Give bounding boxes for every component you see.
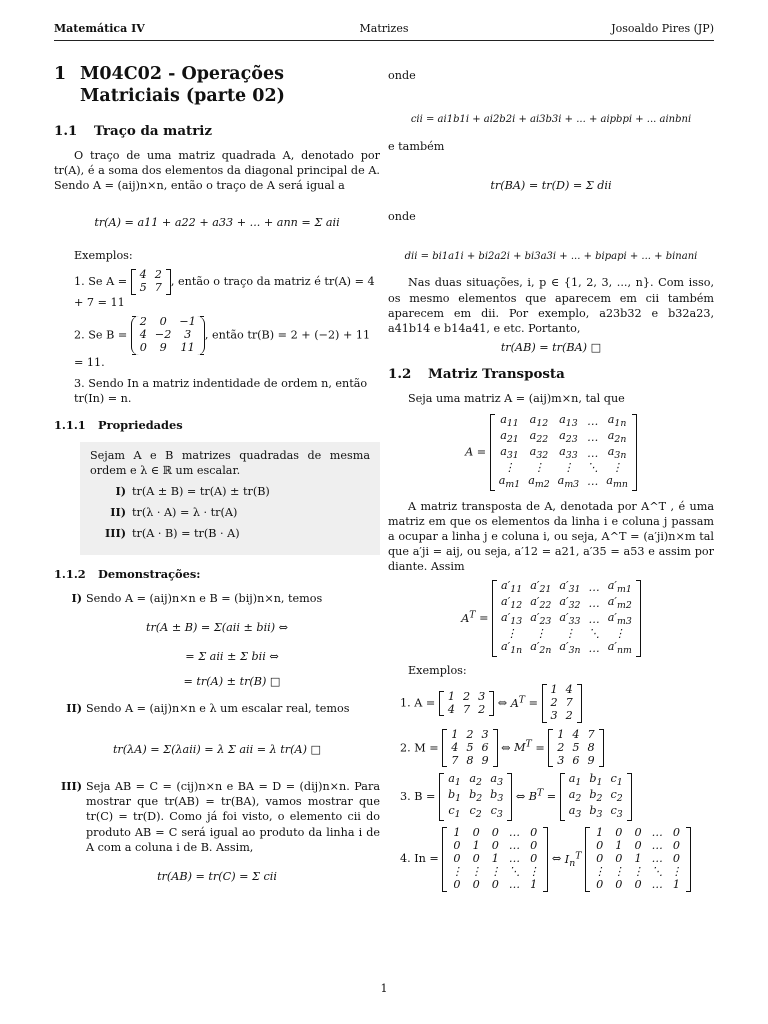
trace-equation: tr(A) = a11 + a22 + a33 + ... + ann = Σ aii: [94, 216, 340, 230]
subsection-trace: 1.1 Traço da matriz: [54, 122, 212, 139]
matrix-b: 2 0 −1 4 −2 3 0 9 11: [131, 316, 205, 355]
header-center: Matrizes: [359, 22, 409, 35]
transpose-example-4: 4. In = 1 0 0 … 0 0 1 0 … 0 0 0 1 … 0 ⋮ ⋮ ⋮ ⋱ ⋮ 0 0 0 … 1 ⇔ $I_n^T$ 1 0 0 … 0 0 1 0 … 0 0 0 1 … 0 ⋮ ⋮ ⋮ ⋱ ⋮ 0 0 0 … 1: [400, 827, 714, 891]
general-matrix-at: $A^T$ = $a'_{11}$ $a'_{21}$ $a'_{31}$ … $a'_{m1}$ $a'_{12}$ $a'_{22}$ $a'_{32}$ … $a'_{m2}$ $a'_{13}$ $a'_{23}$ $a'_{33}$ … $a'_{m3}$ ⋮ ⋮ ⋮ ⋱ ⋮ $a'_{1n}$ $a'_{2n}$ $a'_{3n}$ … $a'_{nm}$: [388, 580, 714, 657]
transpose-definition: A matriz transposta de A, denotada por A^T , é uma matriz em que os elementos da linha i e coluna j passam a ocupar a linha j e coluna i, ou seja, A^T = (a′ji)n×m tal que a′ji = aij, ou seja, a′12 = a21, a′35 = a53 e assim por diante. Assim: [388, 499, 714, 574]
trace-examples: [54, 269, 380, 406]
cii-equation: cii = ai1b1i + ai2b2i + ai3b3i + ... + aipbpi + ... ainbni: [410, 114, 692, 126]
conclusion: tr(AB) = tr(BA) □: [500, 340, 602, 354]
right-column: [388, 50, 714, 898]
proof-2: II) Sendo A = (aij)n×n e λ um escalar real, temos: [66, 700, 350, 715]
proof-3-eq: tr(AB) = tr(C) = Σ cii: [157, 869, 277, 883]
proof-1-eq-3: = tr(A) ± tr(B) □: [183, 674, 281, 688]
transpose-intro: Seja uma matriz A = (aij)m×n, tal que: [408, 392, 625, 406]
left-column: [54, 50, 380, 884]
examples-label: Exemplos:: [74, 249, 133, 263]
dii-equation: dii = bi1a1i + bi2a2i + bi3a3i + ... + bipapi + ... + binani: [404, 250, 698, 262]
section-title: 1 M04C02 - Operações Matriciais (parte 02): [54, 64, 285, 106]
subsection-transpose: 1.2 Matriz Transposta: [388, 365, 565, 382]
page-number: 1: [380, 982, 388, 995]
example-3: 3. Sendo In a matriz indentidade de ordem n, então tr(In) = n.: [74, 376, 368, 406]
header-rule: [54, 40, 714, 41]
proof-1: I) Sendo A = (aij)n×n e B = (bij)n×n, temos: [71, 590, 323, 605]
proof-2-eq: tr(λA) = Σ(λaii) = λ Σ aii = λ tr(A) □: [112, 743, 322, 757]
trba-equation: tr(BA) = tr(D) = Σ dii: [490, 178, 612, 192]
header-left: Matemática IV: [54, 22, 145, 35]
properties-box: Sejam A e B matrizes quadradas de mesma ordem e λ ∈ ℝ um escalar. I) tr(A ± B) = tr(A) ± tr(B) II) tr(λ · A) = λ · tr(A) III) tr(A · B) = tr(B · A): [80, 442, 380, 556]
subsubsection-properties: 1.1.1 Propriedades: [54, 418, 183, 433]
transpose-examples-label: Exemplos:: [408, 664, 467, 678]
proof-3: III) Seja AB = C = (cij)n×n e BA = D = (dij)n×n. Para mostrar que tr(AB) = tr(BA), vamos mostrar que tr(C) = tr(D). Como já foi visto, o elemento cii do produto AB = C será igual ao produto da linha i de A com a coluna i de B. Assim,: [61, 779, 380, 854]
property-1: I) tr(A ± B) = tr(A) ± tr(B): [115, 483, 270, 498]
transpose-example-1: 1. A = 1 2 3 4 7 2 ⇔ $A^T$ = 1 4 2 7 3 2: [400, 684, 714, 723]
where-1: onde: [388, 69, 416, 82]
transpose-example-2: 2. M = 1 2 3 4 5 6 7 8 9 ⇔ $M^T$ = 1 4 7 2 5 8 3 6 9: [400, 729, 714, 768]
page-header: [54, 22, 714, 38]
proof-1-eq-2: = Σ aii ± Σ bii ⇔: [185, 649, 279, 663]
header-right: Josoaldo Pires (JP): [611, 22, 714, 35]
and-also: e também: [388, 139, 445, 153]
trace-intro: O traço de uma matriz quadrada A, denotado por tr(A), é a soma dos elementos da diagonal principal de A. Sendo A = (aij)n×n, então o traço de A será igual a: [54, 148, 380, 193]
property-2: II) tr(λ · A) = λ · tr(A): [110, 504, 238, 519]
matrix-a: 4 2 5 7: [131, 269, 171, 295]
example-1: 1. Se A = 4 2 5 7 , então o traço da matriz é tr(A) = 4 + 7 = 11: [74, 268, 375, 310]
example-2: 2. Se B = 2 0 −1 4 −2 3 0 9 11 , então tr(B) = 2 + (−2) + 11 = 11.: [74, 315, 371, 369]
where-2: onde: [388, 209, 416, 223]
transpose-example-3: 3. B = $a_1$ $a_2$ $a_3$ $b_1$ $b_2$ $b_3$ $c_1$ $c_2$ $c_3$ ⇔ $B^T$ = $a_1$ $b_1$ $c_1$ $a_2$ $b_2$ $c_2$ $a_3$ $b_3$ $c_3$: [400, 773, 714, 821]
proof-1-eq-1: tr(A ± B) = Σ(aii ± bii) ⇔: [145, 620, 289, 634]
subsubsection-proofs: 1.1.2 Demonstrações:: [54, 567, 201, 582]
both-situations: Nas duas situações, i, p ∈ {1, 2, 3, ..., n}. Com isso, os mesmo elementos que aparecem em cii também aparecem em dii. Por exemplo, a23b32 e b32a23, a41b14 e b14a41, e etc. Portanto,: [388, 276, 714, 335]
property-3: III) tr(A · B) = tr(B · A): [105, 526, 240, 541]
general-matrix-a: A = $a_{11}$ $a_{12}$ $a_{13}$ … $a_{1n}$ $a_{21}$ $a_{22}$ $a_{23}$ … $a_{2n}$ $a_{31}$ $a_{32}$ $a_{33}$ … $a_{3n}$ ⋮ ⋮ ⋮ ⋱ ⋮ $a_{m1}$ $a_{m2}$ $a_{m3}$ … $a_{mn}$: [388, 414, 714, 491]
